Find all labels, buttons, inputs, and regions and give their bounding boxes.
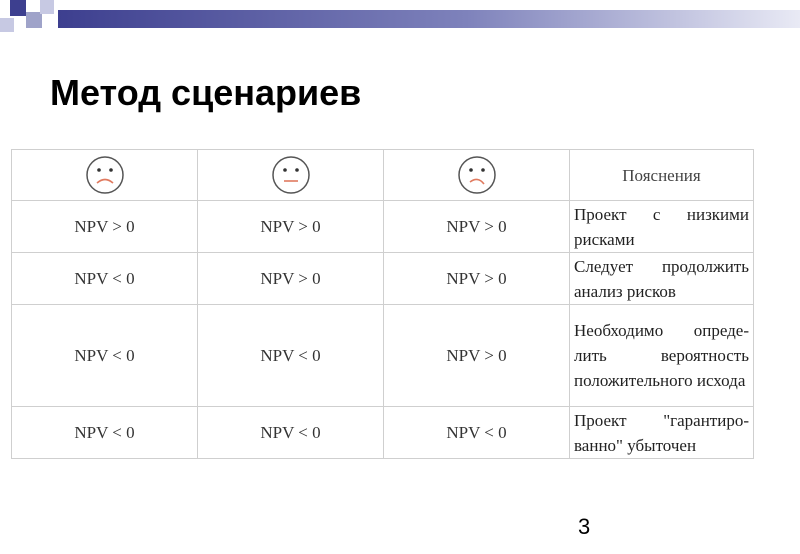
page-number: 3 — [578, 514, 591, 539]
decor-square — [26, 12, 42, 28]
optimistic-header — [384, 150, 570, 201]
neutral-face-icon — [270, 154, 312, 196]
note-cell: Проект с низкими рисками — [570, 201, 754, 253]
table-header-row — [12, 150, 754, 201]
decor-square — [10, 0, 26, 16]
scenario-cell: NPV > 0 — [198, 253, 384, 305]
scenario-cell: NPV > 0 — [384, 305, 570, 407]
notes-header: Пояснения — [570, 150, 754, 201]
scenario-cell: NPV < 0 — [384, 407, 570, 459]
scenario-cell: NPV > 0 — [384, 253, 570, 305]
table-row — [12, 253, 754, 305]
scenario-cell: NPV > 0 — [384, 201, 570, 253]
table-row — [12, 407, 754, 459]
decor-square — [40, 0, 54, 14]
neutral-header — [198, 150, 384, 201]
slide-title: Метод сценариев — [50, 72, 362, 113]
note-cell: Необходимо опреде-лить вероятность положительного исхода — [570, 305, 754, 407]
scenario-table — [11, 149, 754, 459]
scenario-cell: NPV > 0 — [12, 201, 198, 253]
scenario-cell: NPV > 0 — [198, 201, 384, 253]
note-cell: Следует продолжить анализ рисков — [570, 253, 754, 305]
scenario-cell: NPV < 0 — [198, 305, 384, 407]
pessimistic-header — [12, 150, 198, 201]
header-band — [58, 10, 800, 28]
scenario-cell: NPV < 0 — [198, 407, 384, 459]
decor-square — [0, 18, 14, 32]
scenario-cell: NPV < 0 — [12, 253, 198, 305]
table-row — [12, 201, 754, 253]
sad-face-icon — [456, 154, 498, 196]
scenario-cell: NPV < 0 — [12, 407, 198, 459]
note-cell: Проект "гарантиро-ванно" убыточен — [570, 407, 754, 459]
table-row — [12, 305, 754, 407]
sad-face-icon — [84, 154, 126, 196]
scenario-cell: NPV < 0 — [12, 305, 198, 407]
